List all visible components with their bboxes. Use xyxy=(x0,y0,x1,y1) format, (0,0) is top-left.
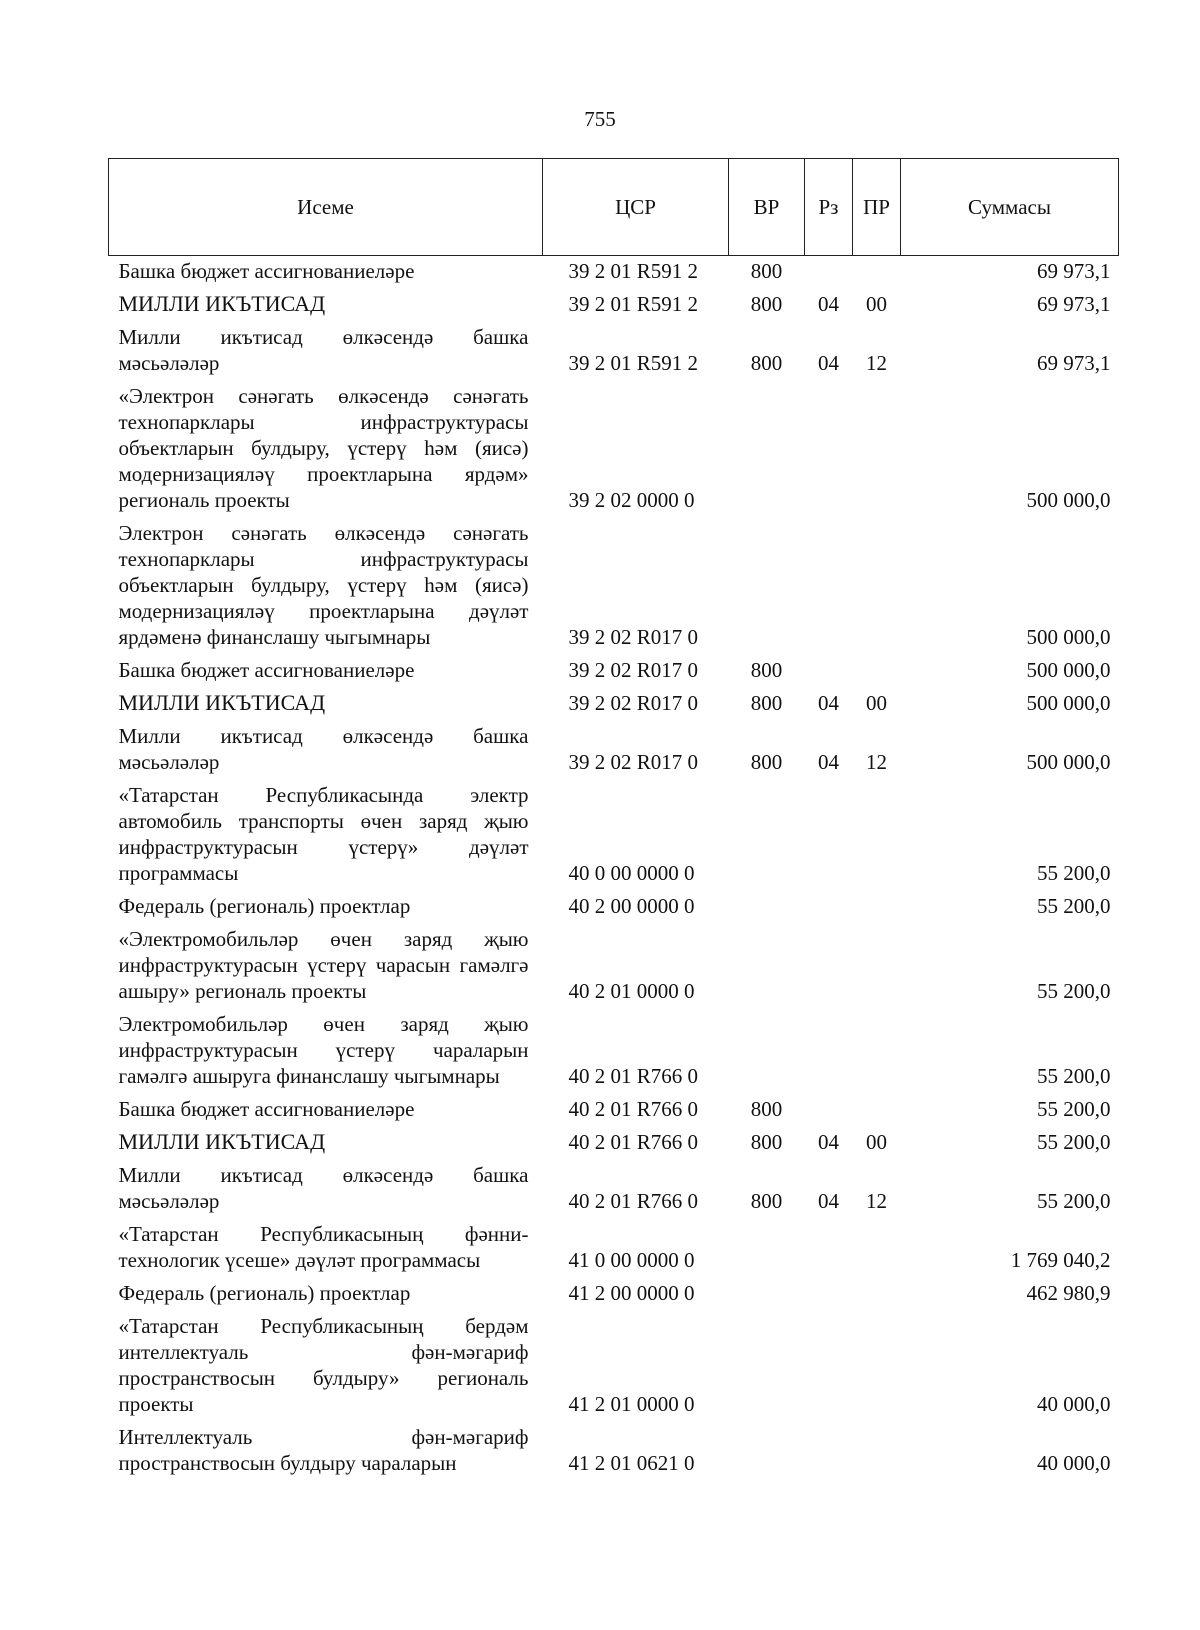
cell-name: Федераль (региональ) проектлар xyxy=(118,1281,411,1305)
cell-pr xyxy=(853,1219,901,1278)
table-row xyxy=(109,1009,1119,1094)
table-row xyxy=(109,1160,1119,1219)
cell-sum: 55 200,0 xyxy=(1037,894,1111,918)
cell-name: МИЛЛИ ИКЪТИСАД xyxy=(118,1129,326,1154)
cell-vr xyxy=(729,924,805,1009)
cell-vr: 800 xyxy=(750,1130,783,1154)
cell-name: МИЛЛИ ИКЪТИСАД xyxy=(118,690,326,715)
cell-name: Башка бюджет ассигнованиеләре xyxy=(118,259,415,283)
cell-vr: 800 xyxy=(750,292,783,316)
cell-rz xyxy=(805,1311,853,1422)
cell-rz xyxy=(805,1422,853,1481)
table-row xyxy=(109,289,1119,322)
cell-csr: 40 2 00 0000 0 xyxy=(568,894,695,918)
cell-vr: 800 xyxy=(750,750,783,774)
cell-name: Интеллектуаль фән-мәгариф пространствосын булдыру чараларын xyxy=(118,1425,529,1475)
cell-csr: 40 0 00 0000 0 xyxy=(568,861,695,885)
cell-pr xyxy=(853,1094,901,1127)
cell-vr: 800 xyxy=(750,259,783,283)
cell-csr: 39 2 02 R017 0 xyxy=(568,750,699,774)
cell-pr xyxy=(853,891,901,924)
cell-rz: 04 xyxy=(818,750,839,774)
cell-vr xyxy=(729,1009,805,1094)
cell-sum: 69 973,1 xyxy=(1037,259,1111,283)
cell-rz: 04 xyxy=(818,292,839,316)
cell-pr xyxy=(853,256,901,290)
cell-csr: 40 2 01 R766 0 xyxy=(568,1130,699,1154)
cell-name: «Электромобильләр өчен заряд җыю инфраструктурасын үстерү чарасын гамәлгә ашыру» региональ проекты xyxy=(118,927,529,1003)
cell-sum: 40 000,0 xyxy=(1037,1392,1111,1416)
cell-pr xyxy=(853,1278,901,1311)
table-row xyxy=(109,891,1119,924)
cell-csr: 39 2 01 R591 2 xyxy=(568,259,699,283)
cell-csr: 39 2 02 R017 0 xyxy=(568,658,699,682)
table-row xyxy=(109,721,1119,780)
cell-csr: 39 2 02 R017 0 xyxy=(568,625,699,649)
cell-pr: 00 xyxy=(866,691,887,715)
cell-rz xyxy=(805,780,853,891)
table-row xyxy=(109,924,1119,1009)
cell-csr: 39 2 01 R591 2 xyxy=(568,351,699,375)
header-rz: Рз xyxy=(805,159,853,256)
cell-csr: 40 2 01 R766 0 xyxy=(568,1064,699,1088)
cell-sum: 462 980,9 xyxy=(1026,1281,1111,1305)
cell-pr xyxy=(853,1422,901,1481)
cell-name: Электрон сәнәгать өлкәсендә сәнәгать технопарклары инфраструктурасы объектларын булдыру, үстерү һәм (яисә) модернизацияләү проектларына дәүләт ярдәменә финанслашу чыгымнары xyxy=(118,521,529,649)
cell-sum: 500 000,0 xyxy=(1026,658,1111,682)
cell-vr: 800 xyxy=(750,351,783,375)
table-row xyxy=(109,1278,1119,1311)
cell-vr xyxy=(729,1422,805,1481)
table-row xyxy=(109,1219,1119,1278)
table-row xyxy=(109,381,1119,518)
table-header xyxy=(109,159,1119,256)
cell-csr: 39 2 02 R017 0 xyxy=(568,691,699,715)
cell-rz xyxy=(805,381,853,518)
cell-rz xyxy=(805,1009,853,1094)
cell-vr xyxy=(729,518,805,655)
cell-pr: 00 xyxy=(866,1130,887,1154)
cell-csr: 41 0 00 0000 0 xyxy=(568,1248,695,1272)
budget-table xyxy=(108,158,1119,1481)
table-row xyxy=(109,780,1119,891)
cell-rz: 04 xyxy=(818,1130,839,1154)
header-sum: Суммасы xyxy=(901,159,1119,256)
cell-sum: 69 973,1 xyxy=(1037,351,1111,375)
cell-pr: 12 xyxy=(866,351,887,375)
table-row xyxy=(109,518,1119,655)
cell-csr: 40 2 01 R766 0 xyxy=(568,1097,699,1121)
cell-name: Милли икътисад өлкәсендә башка мәсьәләләр xyxy=(118,325,529,375)
cell-name: Милли икътисад өлкәсендә башка мәсьәләләр xyxy=(118,724,529,774)
cell-pr xyxy=(853,518,901,655)
table-row xyxy=(109,1127,1119,1160)
table-row xyxy=(109,1094,1119,1127)
cell-vr xyxy=(729,1311,805,1422)
cell-name: МИЛЛИ ИКЪТИСАД xyxy=(118,291,326,316)
header-pr: ПР xyxy=(853,159,901,256)
cell-pr xyxy=(853,1311,901,1422)
table-body xyxy=(109,256,1119,1482)
cell-sum: 500 000,0 xyxy=(1026,691,1111,715)
table-row xyxy=(109,655,1119,688)
cell-vr xyxy=(729,1278,805,1311)
cell-csr: 41 2 01 0000 0 xyxy=(568,1392,695,1416)
cell-sum: 500 000,0 xyxy=(1026,750,1111,774)
cell-name: Башка бюджет ассигнованиеләре xyxy=(118,658,415,682)
cell-pr: 12 xyxy=(866,750,887,774)
cell-pr xyxy=(853,1009,901,1094)
cell-name: «Электрон сәнәгать өлкәсендә сәнәгать технопарклары инфраструктурасы объектларын булдыру, үстерү һәм (яисә) модернизацияләү проектларына ярдәм» региональ проекты xyxy=(118,384,529,512)
cell-rz: 04 xyxy=(818,351,839,375)
cell-sum: 69 973,1 xyxy=(1037,292,1111,316)
cell-csr: 41 2 01 0621 0 xyxy=(568,1451,695,1475)
cell-name: «Татарстан Республикасында электр автомобиль транспорты өчен заряд җыю инфраструктурасын үстерү» дәүләт программасы xyxy=(118,783,529,885)
cell-csr: 41 2 00 0000 0 xyxy=(568,1281,695,1305)
cell-rz xyxy=(805,891,853,924)
table-row xyxy=(109,688,1119,721)
cell-rz xyxy=(805,1094,853,1127)
table-row xyxy=(109,322,1119,381)
cell-sum: 55 200,0 xyxy=(1037,861,1111,885)
cell-pr: 12 xyxy=(866,1189,887,1213)
cell-name: Федераль (региональ) проектлар xyxy=(118,894,411,918)
header-name: Исеме xyxy=(109,159,543,256)
cell-vr: 800 xyxy=(750,691,783,715)
cell-vr: 800 xyxy=(750,658,783,682)
header-row xyxy=(109,159,1119,256)
cell-rz xyxy=(805,655,853,688)
cell-vr xyxy=(729,381,805,518)
cell-rz: 04 xyxy=(818,691,839,715)
cell-rz xyxy=(805,518,853,655)
cell-rz xyxy=(805,924,853,1009)
cell-rz xyxy=(805,1278,853,1311)
table-row xyxy=(109,256,1119,290)
cell-name: Электромобильләр өчен заряд җыю инфраструктурасын үстерү чараларын гамәлгә ашыруга финанслашу чыгымнары xyxy=(118,1012,529,1088)
cell-sum: 55 200,0 xyxy=(1037,1130,1111,1154)
cell-pr xyxy=(853,924,901,1009)
cell-name: «Татарстан Республикасының бердәм интеллектуаль фән-мәгариф пространствосын булдыру» региональ проекты xyxy=(118,1314,529,1416)
cell-pr: 00 xyxy=(866,292,887,316)
cell-rz: 04 xyxy=(818,1189,839,1213)
page-number: 755 xyxy=(584,107,616,131)
table-row xyxy=(109,1311,1119,1422)
cell-sum: 500 000,0 xyxy=(1026,625,1111,649)
cell-vr: 800 xyxy=(750,1097,783,1121)
cell-vr xyxy=(729,780,805,891)
cell-sum: 1 769 040,2 xyxy=(1010,1248,1111,1272)
cell-name: Башка бюджет ассигнованиеләре xyxy=(118,1097,415,1121)
cell-rz xyxy=(805,1219,853,1278)
cell-name: «Татарстан Республикасының фәнни-технологик үсеше» дәүләт программасы xyxy=(118,1222,529,1272)
cell-csr: 39 2 02 0000 0 xyxy=(568,488,695,512)
cell-csr: 40 2 01 0000 0 xyxy=(568,979,695,1003)
cell-csr: 39 2 01 R591 2 xyxy=(568,292,699,316)
header-csr: ЦСР xyxy=(543,159,729,256)
cell-vr: 800 xyxy=(750,1189,783,1213)
cell-sum: 55 200,0 xyxy=(1037,1064,1111,1088)
cell-pr xyxy=(853,381,901,518)
header-vr: ВР xyxy=(729,159,805,256)
cell-sum: 55 200,0 xyxy=(1037,979,1111,1003)
table-row xyxy=(109,1422,1119,1481)
cell-vr xyxy=(729,1219,805,1278)
cell-sum: 500 000,0 xyxy=(1026,488,1111,512)
cell-csr: 40 2 01 R766 0 xyxy=(568,1189,699,1213)
cell-name: Милли икътисад өлкәсендә башка мәсьәләләр xyxy=(118,1163,529,1213)
cell-pr xyxy=(853,655,901,688)
cell-sum: 55 200,0 xyxy=(1037,1097,1111,1121)
cell-vr xyxy=(729,891,805,924)
cell-rz xyxy=(805,256,853,290)
cell-sum: 40 000,0 xyxy=(1037,1451,1111,1475)
cell-pr xyxy=(853,780,901,891)
cell-sum: 55 200,0 xyxy=(1037,1189,1111,1213)
